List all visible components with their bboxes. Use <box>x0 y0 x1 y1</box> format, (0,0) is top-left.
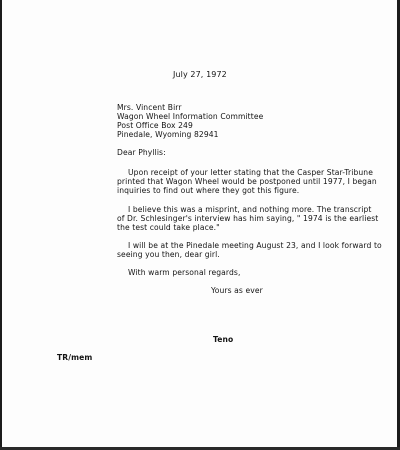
regards-line: With warm personal regards, <box>128 268 241 277</box>
recipient-name: Mrs. Vincent Birr <box>117 103 182 112</box>
reference-initials: TR/mem <box>57 353 93 362</box>
paragraph-3-line-2: seeing you then, dear girl. <box>117 250 220 259</box>
scan-edge-left <box>0 0 2 450</box>
paragraph-1-line-2: printed that Wagon Wheel would be postponed until 1977, I began <box>117 177 377 186</box>
salutation: Dear Phyllis: <box>117 148 166 157</box>
paragraph-1-line-1: Upon receipt of your letter stating that the Casper Star-Tribune <box>128 168 373 177</box>
paragraph-2-line-3: the test could take place." <box>117 223 220 232</box>
signer-name: Teno <box>213 335 234 344</box>
recipient-organization: Wagon Wheel Information Committee <box>117 112 264 121</box>
letter-date: July 27, 1972 <box>173 70 227 79</box>
recipient-po-box: Post Office Box 249 <box>117 121 193 130</box>
paragraph-1-line-3: inquiries to find out where they got this figure. <box>117 186 300 195</box>
paragraph-2-line-2: of Dr. Schlesinger's interview has him saying, " 1974 is the earliest <box>117 214 379 223</box>
recipient-city-state-zip: Pinedale, Wyoming 82941 <box>117 130 219 139</box>
paragraph-3-line-1: I will be at the Pinedale meeting August 23, and I look forward to <box>128 241 382 250</box>
complimentary-close: Yours as ever <box>211 286 263 295</box>
paragraph-2-line-1: I believe this was a misprint, and nothing more. The transcript <box>128 205 372 214</box>
